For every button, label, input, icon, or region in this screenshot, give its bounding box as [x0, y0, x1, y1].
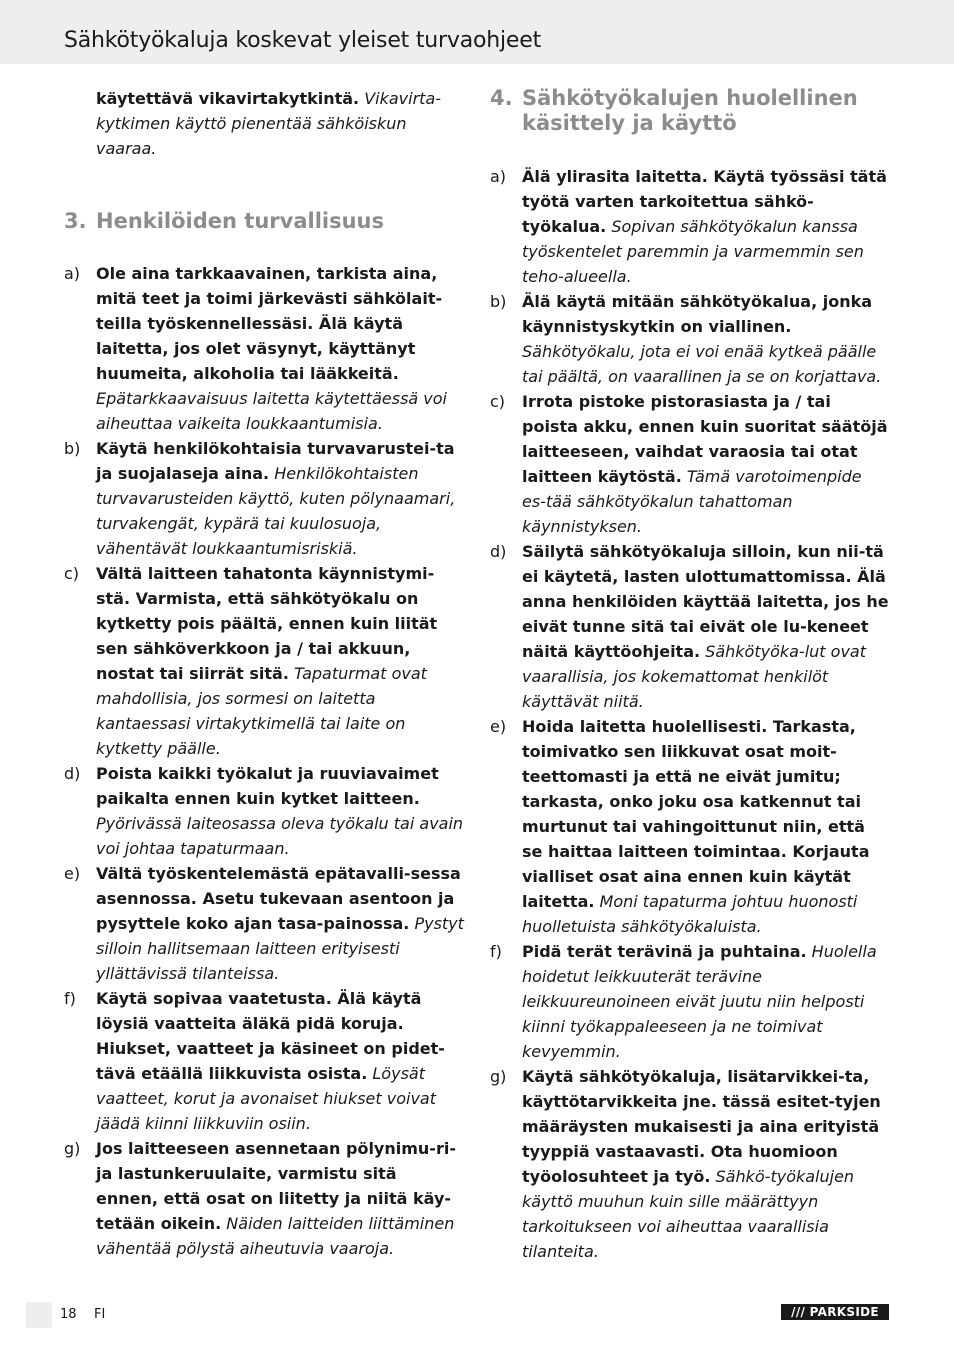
list-item — [490, 1064, 890, 1264]
intro-italic: Vikavirta-kytkimen käyttö pienentää sähköiskun vaaraa. — [96, 89, 442, 158]
item-label: a) — [490, 167, 507, 186]
item-italic: Tämä varotoimenpide es-tää sähkötyökalun tahattoman käynnistyksen. — [522, 467, 862, 536]
item-label: g) — [490, 1067, 507, 1086]
item-bold: Hoida laitetta huolellisesti. Tarkasta, toimivatko sen liikkuvat osat moit-teettomasti ja että ne eivät jumitu; tarkasta, onko joku osa katkennut tai murtunut tai vahingoittunut niin, että se haittaa laitteen toimintaa. Korjauta vialliset osat aina ennen kuin käytät laitetta. — [522, 717, 870, 911]
item-label: d) — [490, 542, 507, 561]
item-bold: Käytä henkilökohtaisia turvavarustei-ta ja suojalaseja aina. — [96, 439, 455, 483]
item-label: f) — [64, 989, 76, 1008]
item-italic: Henkilökohtaisten turvavarusteiden käyttö, kuten pölynaamari, turvakengät, kypärä tai kuulosuoja, vähentävät loukkaantumisriskiä. — [96, 464, 456, 558]
list-item — [490, 714, 890, 939]
section-4-heading — [490, 86, 890, 136]
item-bold: Käytä sopivaa vaatetusta. Älä käytä löysiä vaatteita äläkä pidä koruja. Hiukset, vaatteet ja käsineet on pidet-tävä etäällä liikkuvista osista. — [96, 989, 445, 1083]
item-bold: Pidä terät terävinä ja puhtaina. — [522, 942, 807, 961]
item-label: a) — [64, 264, 81, 283]
list-item — [490, 289, 890, 389]
item-bold: Säilytä sähkötyökaluja silloin, kun nii-tä ei käytetä, lasten ulottumattomissa. Älä anna henkilöiden käyttää laitetta, jos he eivät tunne sitä tai eivät ole lu-keneet näitä käyttöohjeita. — [522, 542, 889, 661]
item-italic: Huolella hoidetut leikkuuterät terävine leikkuureunoineen eivät juutu niin helposti kiinni työkappaleeseen ja ne toimivat kevyemmin. — [522, 942, 877, 1061]
item-label: c) — [490, 392, 506, 411]
list-item — [64, 561, 464, 761]
item-bold: Vältä laitteen tahatonta käynnistymi-stä. Varmista, että sähkötyökalu on kytketty pois päältä, ennen kuin liität sen sähköverkkoon ja / tai akkuun, nostat tai siirrät sitä. — [96, 564, 438, 683]
list-item — [490, 389, 890, 539]
list-item — [64, 986, 464, 1136]
item-italic: Pystyt silloin hallitsemaan laitteen erityisesti yllättävissä tilanteissa. — [96, 914, 464, 983]
item-bold: Käytä sähkötyökaluja, lisätarvikkei-ta, käyttötarvikkeita jne. tässä esitet-tyjen määräysten mukaisesti ja aina erityistä tyyppiä vastaavasti. Ota huomioon työolosuhteet ja työ. — [522, 1067, 881, 1186]
item-italic: Moni tapaturma johtuu huonosti huolletuista sähkötyökaluista. — [522, 892, 858, 936]
item-italic: Sähkö-työkalujen käyttö muuhun kuin sille määrättyyn tarkoitukseen voi aiheuttaa vaarallisia tilanteita. — [522, 1167, 855, 1261]
item-italic: Sähkötyöka-lut ovat vaarallisia, jos kokemattomat henkilöt käyttävät niitä. — [522, 642, 866, 711]
page-number: 18 — [60, 1307, 77, 1322]
item-bold: Älä ylirasita laitetta. Käytä työssäsi tätä työtä varten tarkoitettua sähkö-työkalua. — [522, 167, 887, 236]
item-bold: Älä käytä mitään sähkötyökalua, jonka käynnistyskytkin on viallinen. — [522, 292, 873, 336]
item-label: e) — [490, 717, 507, 736]
item-label: b) — [64, 439, 81, 458]
list-item — [64, 261, 464, 436]
list-item — [490, 939, 890, 1064]
item-label: g) — [64, 1139, 81, 1158]
item-label: c) — [64, 564, 80, 583]
item-italic: Näiden laitteiden liittäminen vähentää pölystä aiheutuvia vaaroja. — [96, 1214, 455, 1258]
item-bold: Vältä työskentelemästä epätavalli-sessa asennossa. Asetu tukevaan asentoon ja pysyttele koko ajan tasa-painossa. — [96, 864, 461, 933]
item-bold: Jos laitteeseen asennetaan pölynimu-ri- ja lastunkeruulaite, varmistu sitä ennen, että osat on liitetty ja niitä käy-tetään oikein. — [96, 1139, 456, 1233]
list-item — [64, 436, 464, 561]
item-italic: Tapaturmat ovat mahdollisia, jos sormesi on laitetta kantaessasi virtakytkimellä tai laite on kytketty päälle. — [96, 664, 427, 758]
item-bold: Poista kaikki työkalut ja ruuviavaimet paikalta ennen kuin kytket laitteen. — [96, 764, 439, 808]
item-bold: Ole aina tarkkaavainen, tarkista aina, mitä teet ja toimi järkevästi sähkölait-teilla työskennellessäsi. Älä käytä laitetta, jos olet väsynyt, käyttänyt huumeita, alkoholia tai lääkkeitä. — [96, 264, 443, 383]
item-italic: Pyörivässä laiteosassa oleva työkalu tai avain voi johtaa tapaturmaan. — [96, 814, 464, 858]
item-italic: Löysät vaatteet, korut ja avonaiset hiukset voivat jäädä kiinni liikkuviin osiin. — [96, 1064, 436, 1133]
item-italic: Sähkötyökalu, jota ei voi enää kytkeä päälle tai päältä, on vaarallinen ja se on korjattava. — [522, 342, 882, 386]
section-4-title: Sähkötyökalujen huolellinen käsittely ja käyttö — [522, 86, 858, 135]
list-item — [64, 1136, 464, 1261]
section-3-title: Henkilöiden turvallisuus — [96, 209, 384, 233]
item-label: f) — [490, 942, 502, 961]
item-label: b) — [490, 292, 507, 311]
section-3-heading — [64, 209, 464, 234]
section-4-number: 4. — [490, 86, 513, 110]
intro-bold: käytettävä vikavirtakytkintä. — [96, 89, 360, 108]
item-label: e) — [64, 864, 81, 883]
footer-page-marker — [26, 1302, 52, 1328]
list-item — [490, 164, 890, 289]
language-code: FI — [94, 1307, 106, 1322]
list-item — [490, 539, 890, 714]
item-bold: Irrota pistoke pistorasiasta ja / tai poista akku, ennen kuin suoritat säätöjä laitteeseen, vaihdat varaosia tai otat laitteen käytöstä. — [522, 392, 888, 486]
list-item — [64, 761, 464, 861]
item-italic: Epätarkkaavaisuus laitetta käytettäessä voi aiheuttaa vaikeita loukkaantumisia. — [96, 389, 447, 433]
page-header — [0, 0, 954, 64]
parkside-logo: /// PARKSIDE — [781, 1304, 889, 1320]
list-item — [64, 861, 464, 986]
item-label: d) — [64, 764, 81, 783]
left-column — [64, 86, 464, 1261]
item-italic: Sopivan sähkötyökalun kanssa työskentelet paremmin ja varmemmin sen teho-alueella. — [522, 217, 864, 286]
right-column — [490, 86, 890, 1264]
intro-paragraph — [64, 86, 464, 161]
section-3-number: 3. — [64, 209, 87, 233]
page-title: Sähkötyökaluja koskevat yleiset turvaohjeet — [64, 28, 542, 53]
